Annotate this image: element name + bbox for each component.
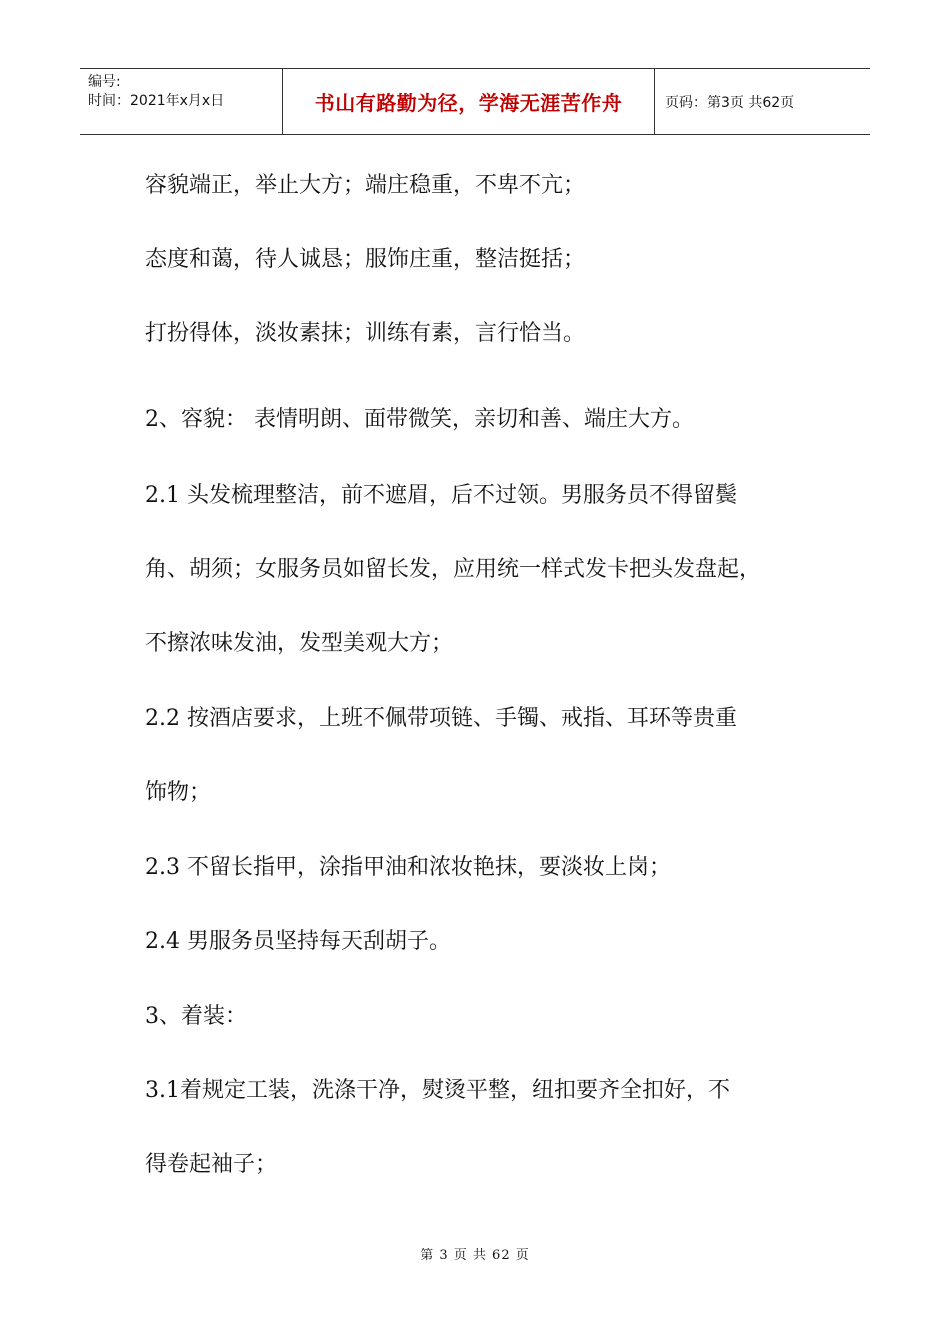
body-line: 得卷起袖子；	[145, 1152, 278, 1177]
body-line: 3、着装：	[145, 1004, 247, 1029]
body-line: 容貌端正，举止大方；端庄稳重，不卑不亢；	[145, 173, 586, 198]
body-line: 不擦浓味发油，发型美观大方；	[145, 631, 454, 656]
body-line: 2.4 男服务员坚持每天刮胡子。	[145, 929, 451, 954]
body-line: 2.3 不留长指甲，涂指甲油和浓妆艳抹，要淡妆上岗；	[145, 855, 671, 880]
body-line: 3.1着规定工装，洗涤干净，熨烫平整，纽扣要齐全扣好，不	[145, 1078, 730, 1103]
header-page-info-cell	[655, 69, 870, 134]
page-footer: 第 3 页 共 62 页	[420, 1248, 530, 1263]
header-motto: 书山有路勤为径，学海无涯苦作舟	[314, 91, 623, 115]
header-page-info: 页码：第3页 共62页	[665, 94, 795, 111]
body-line: 2.2 按酒店要求，上班不佩带项链、手镯、戒指、耳环等贵重	[145, 706, 737, 731]
body-line: 饰物；	[145, 780, 212, 805]
body-line: 2、容貌： 表情明朗、面带微笑，亲切和善、端庄大方。	[145, 407, 694, 432]
number-label: 编号:	[88, 74, 121, 90]
header-meta	[80, 69, 282, 134]
header-motto-cell	[282, 69, 655, 134]
body-line: 打扮得体，淡妆素抹；训练有素，言行恰当。	[145, 321, 586, 346]
body-line: 态度和蔼，待人诚恳；服饰庄重，整洁挺括；	[145, 247, 586, 272]
time-label: 时间：2021年x月x日	[88, 93, 225, 109]
page-header	[80, 68, 870, 135]
body-line: 角、胡须；女服务员如留长发，应用统一样式发卡把头发盘起，	[145, 557, 762, 582]
body-line: 2.1 头发梳理整洁，前不遮眉，后不过领。男服务员不得留鬓	[145, 483, 737, 508]
